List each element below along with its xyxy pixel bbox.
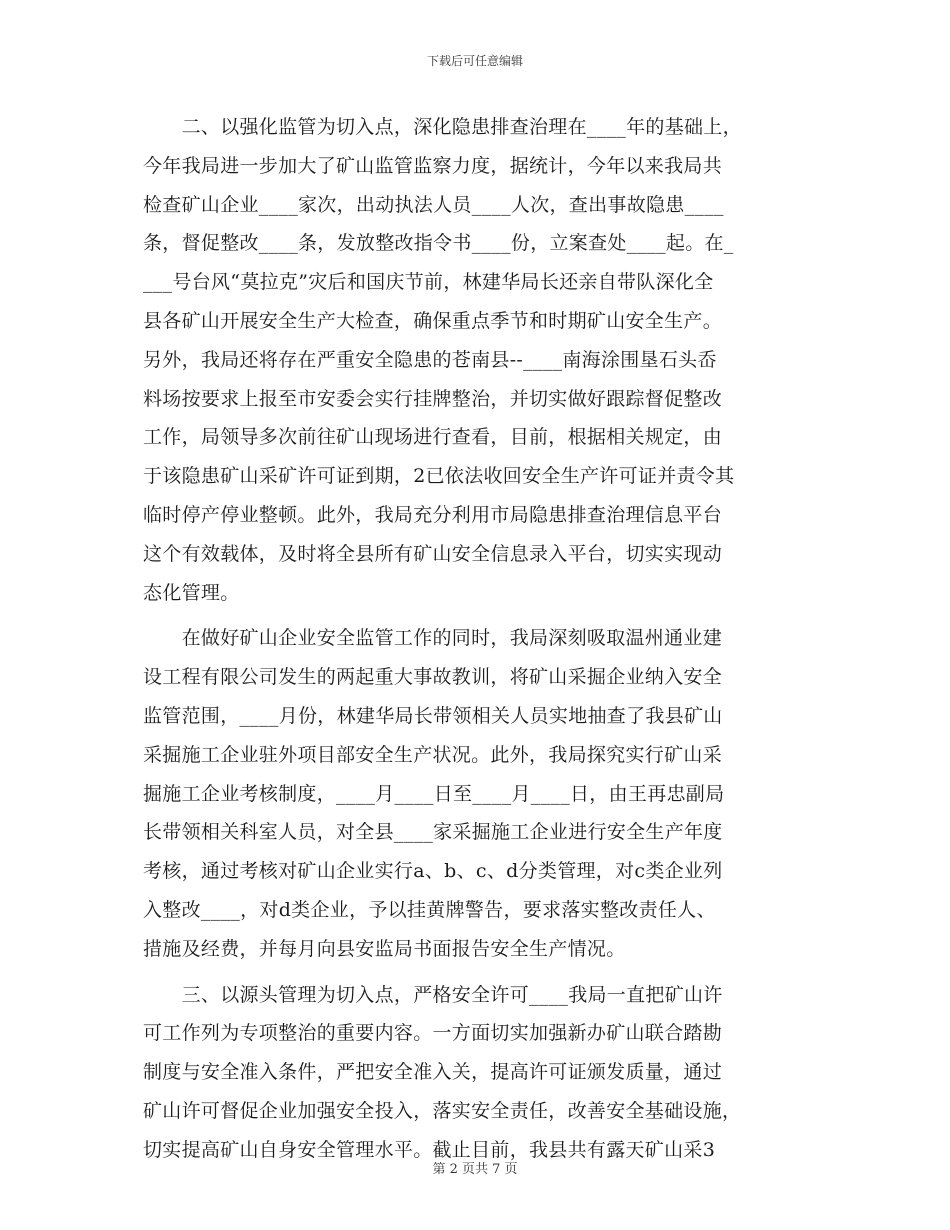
text-line: 这个有效载体，及时将全县所有矿山安全信息录入平台，切实实现动 <box>143 542 723 565</box>
text-line: 制度与安全准入条件，严把安全准入关，提高许可证颁发质量，通过 <box>143 1061 723 1084</box>
page-header: 下载后可任意编辑 <box>426 54 523 68</box>
text-line: 二、以强化监管为切入点，深化隐患排查治理在____年的基础上， <box>143 116 742 138</box>
text-line: 长带领相关科室人员，对全县____家采掘施工企业进行安全生产年度 <box>143 821 723 844</box>
text-line: 条，督促整改____条，发放整改指令书____份，立案查处____起。在_ <box>143 232 734 255</box>
text-line: 态化管理。 <box>143 581 240 604</box>
text-line: 措施及经费，并每月向县安监局书面报告安全生产情况。 <box>143 937 626 960</box>
text-line: 工作，局领导多次前往矿山现场进行查看，目前，根据相关规定，由 <box>143 426 723 449</box>
text-line: 于该隐患矿山采矿许可证到期，2已依法收回安全生产许可证并责令其 <box>143 465 735 488</box>
page-number-footer: 第 2 页共 7 页 <box>432 1162 518 1177</box>
text-line: 入整改____，对d类企业，予以挂黄牌警告，要求落实整改责任人、 <box>143 898 716 921</box>
text-line: 县各矿山开展安全生产大检查，确保重点季节和时期矿山安全生产。 <box>143 309 723 332</box>
text-line: 切实提高矿山自身安全管理水平。截止目前，我县共有露天矿山采3 <box>143 1138 716 1161</box>
text-line: ___号台风“莫拉克”灾后和国庆节前，林建华局长还亲自带队深化全 <box>143 271 714 294</box>
paragraph-1 <box>143 108 805 612</box>
text-line: 设工程有限公司发生的两起重大事故教训，将矿山采掘企业纳入安全 <box>143 666 723 689</box>
text-line: 在做好矿山企业安全监管工作的同时，我局深刻吸取温州通业建 <box>143 627 723 650</box>
text-line: 另外，我局还将存在严重安全隐患的苍南县--____南海涂围垦石头岙 <box>143 348 717 371</box>
text-line: 掘施工企业考核制度，____月____日至____月____日，由王再忠副局 <box>143 782 725 805</box>
text-line: 临时停产停业整顿。此外，我局充分利用市局隐患排查治理信息平台 <box>143 503 723 526</box>
text-line: 三、以源头管理为切入点，严格安全许可____我局一直把矿山许 <box>143 983 723 1006</box>
text-line: 考核，通过考核对矿山企业实行a、b、c、d分类管理，对c类企业列 <box>143 860 723 883</box>
text-line: 今年我局进一步加大了矿山监管监察力度，据统计，今年以来我局共 <box>143 154 723 177</box>
text-line: 矿山许可督促企业加强安全投入，落实安全责任，改善安全基础设施， <box>143 1099 742 1122</box>
text-line: 可工作列为专项整治的重要内容。一方面切实加强新办矿山联合踏勘 <box>143 1022 723 1045</box>
text-line: 监管范围，____月份，林建华局长带领相关人员实地抽查了我县矿山 <box>143 704 723 727</box>
paragraph-3 <box>143 976 805 1170</box>
text-line: 采掘施工企业驻外项目部安全生产状况。此外，我局探究实行矿山采 <box>143 743 723 766</box>
text-line: 料场按要求上报至市安委会实行挂牌整治，并切实做好跟踪督促整改 <box>143 387 723 410</box>
text-line: 检查矿山企业____家次，出动执法人员____人次，查出事故隐患____ <box>143 193 724 216</box>
document-body <box>143 108 805 1170</box>
paragraph-2 <box>143 619 805 968</box>
